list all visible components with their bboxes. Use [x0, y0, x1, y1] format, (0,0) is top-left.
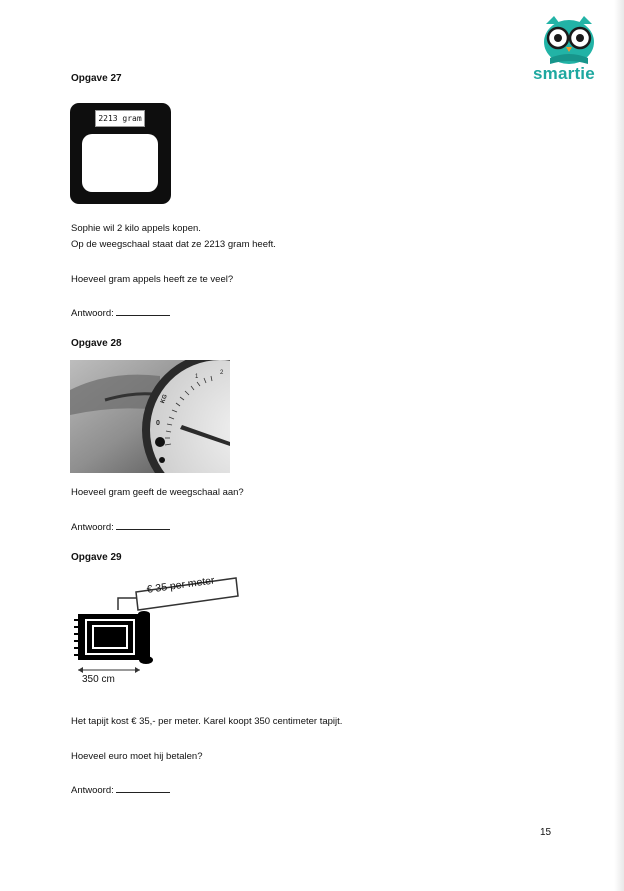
- answer-label: Antwoord:: [71, 522, 114, 533]
- exercise-28-question: Hoeveel gram geeft de weegschaal aan?: [71, 487, 244, 498]
- exercise-29-title: Opgave 29: [71, 552, 122, 563]
- exercise-29-text: Het tapijt kost € 35,- per meter. Karel koopt 350 centimeter tapijt.: [71, 716, 343, 727]
- exercise-27-title: Opgave 27: [71, 73, 122, 84]
- logo-text: smartie: [533, 64, 595, 83]
- exercise-29-question: Hoeveel euro moet hij betalen?: [71, 751, 203, 762]
- owl-icon: [536, 14, 602, 66]
- answer-blank[interactable]: [116, 783, 170, 793]
- page-edge-shadow: [614, 0, 624, 891]
- answer-label: Antwoord:: [71, 785, 114, 796]
- dial-label-1: 1: [195, 374, 199, 380]
- price-tag: € 35 per meter: [146, 574, 216, 596]
- exercise-28-title: Opgave 28: [71, 338, 122, 349]
- scale-display: 2213 gram: [95, 110, 145, 127]
- carpet-illustration: [70, 570, 250, 690]
- kitchen-scale: [70, 103, 171, 204]
- exercise-29-answer: [71, 783, 170, 796]
- dial-label-2: 2: [220, 370, 224, 376]
- dial-label-kg: KG: [160, 393, 169, 405]
- answer-blank[interactable]: [116, 306, 170, 316]
- exercise-27-line-1: Sophie wil 2 kilo appels kopen.: [71, 223, 201, 234]
- scale-plate: [82, 134, 158, 192]
- length-label: 350 cm: [82, 674, 115, 685]
- answer-label: Antwoord:: [71, 308, 114, 319]
- dial-label-0: 0: [156, 420, 160, 427]
- answer-blank[interactable]: [116, 520, 170, 530]
- page-number: 15: [540, 827, 552, 838]
- exercise-28-answer: [71, 520, 170, 533]
- dial-scale-photo: [70, 360, 230, 473]
- smartie-logo: [533, 14, 602, 84]
- exercise-27-answer: [71, 306, 170, 319]
- exercise-27-question: Hoeveel gram appels heeft ze te veel?: [71, 274, 234, 285]
- exercise-27-line-2: Op de weegschaal staat dat ze 2213 gram heeft.: [71, 239, 276, 250]
